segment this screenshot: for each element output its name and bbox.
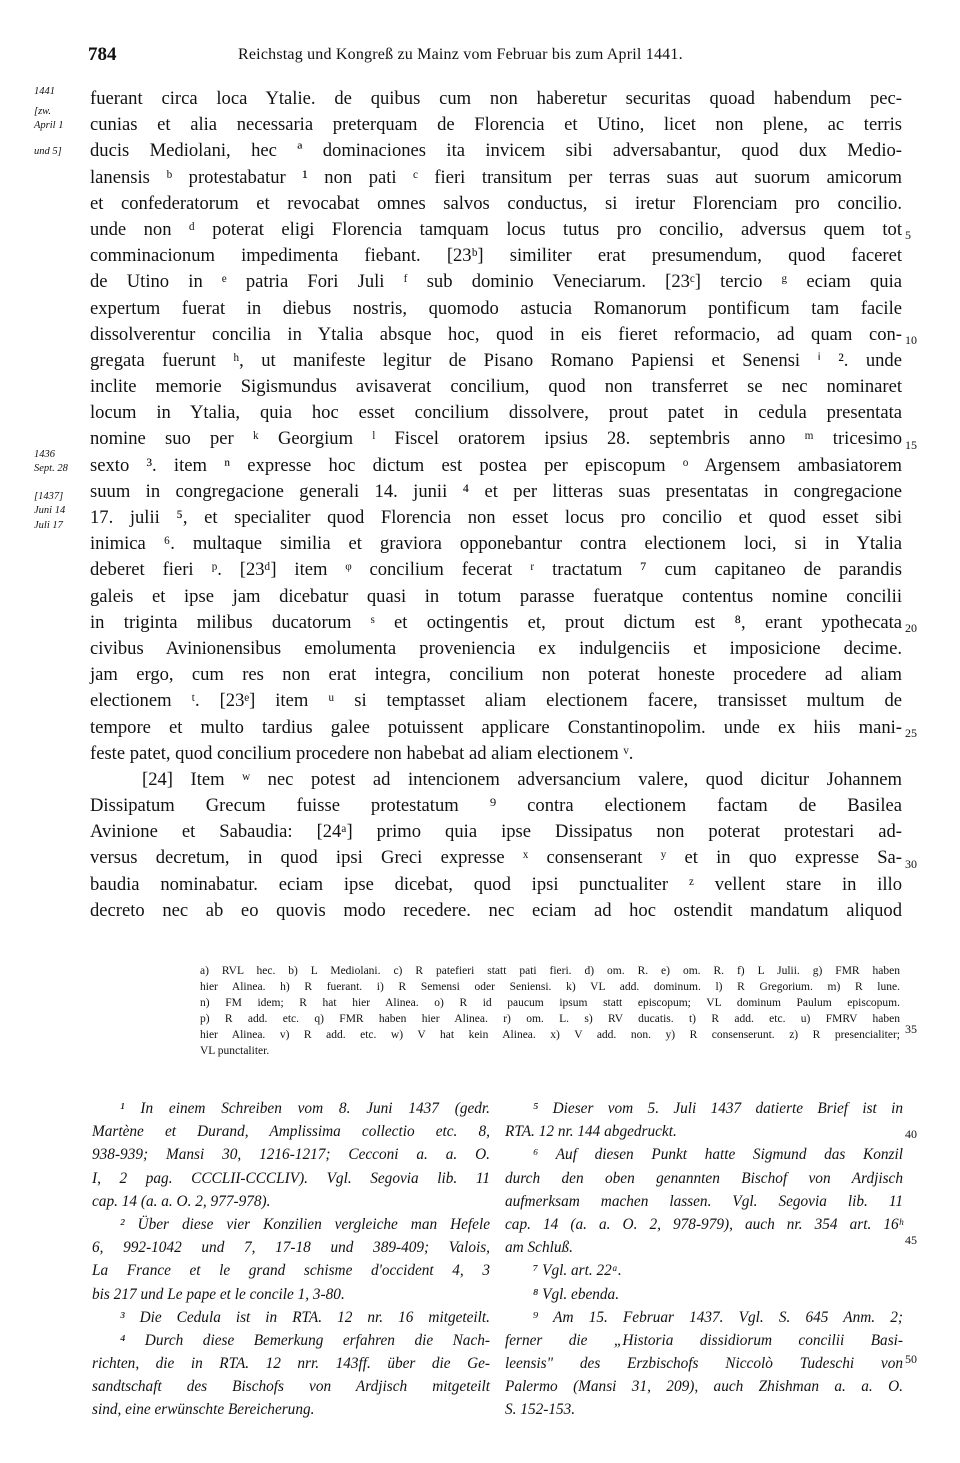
footnote-line: ⁴ Durch diese Bemerkung erfahren die Nach-: [120, 1331, 490, 1349]
text-line: 17. julii ⁵, et specialiter quod Florencia non esset locus pro concilio et quod esset sibi: [90, 507, 902, 528]
margin-date-note: Juni 14: [34, 505, 66, 516]
footnote-line: RTA. 12 nr. 144 abgedruckt.: [505, 1123, 677, 1141]
footnote-line: am Schluß.: [505, 1239, 573, 1257]
footnote-line: cap. 14 (a. a. O. 2, 978-979), auch nr. 354 art. 16ʰ: [505, 1215, 903, 1233]
footnote-line: I, 2 pag. CCCLII-CCCLIV). Vgl. Segovia lib. 11: [92, 1169, 490, 1187]
footnote-line: sind, eine erwünschte Bereicherung.: [92, 1401, 315, 1419]
footnote-line: durch den oben genannten Bischof von Ardjisch: [505, 1169, 903, 1187]
footnotes-right-column: [505, 1097, 903, 1422]
footnote-line: ² Über diese vier Konzilien vergleiche man Hefele: [120, 1215, 490, 1233]
variant-note-line: a) RVL hec. b) L Mediolani. c) R patefieri statt pati fieri. d) om. R. e) om. R. f) L Julii. g) FMR haben: [200, 965, 900, 977]
margin-date-note: Juli 17: [34, 520, 63, 531]
text-line: cunias et alia necessaria preterquam de Florencia et Utino, licet non plene, ac terris: [90, 114, 902, 136]
footnote-line: sandtschaft des Bischofs von Ardjisch mitgeteilt: [92, 1378, 490, 1396]
text-line: feste patet, quod concilium procedere non habebat ad aliam electionem ᵛ.: [90, 742, 634, 764]
line-number: 10: [905, 333, 917, 347]
text-line: versus decretum, in quod ipsi Greci expresse ˣ consenserant ʸ et in quo expresse Sa-: [90, 847, 902, 869]
text-line: lanensis ᵇ protestabatur ¹ non pati ᶜ fieri transitum per terras suas aut suorum amicorum: [90, 166, 902, 188]
footnote-line: ⁸ Vgl. ebenda.: [533, 1285, 620, 1303]
text-line: inclite memorie Sigismundus avisaverat concilium, quod non transferret se nec nominaret: [90, 376, 902, 398]
line-number: 40: [905, 1127, 917, 1141]
text-line: dissolverentur concilia in Ytalia absque hoc, quod in eis fieret reformacio, ad quam con-: [90, 323, 902, 345]
footnote-line: ⁷ Vgl. art. 22ᵃ.: [533, 1262, 622, 1280]
footnote-line: ⁹ Am 15. Februar 1437. Vgl. S. 645 Anm. 2;: [533, 1308, 903, 1326]
text-line: Dissipatum Grecum fuisse protestatum ⁹ contra electionem factam de Basilea: [90, 795, 902, 817]
margin-date-note: und 5]: [34, 146, 62, 157]
footnote-line: richten, die in RTA. 12 nrr. 143ff. über die Ge-: [92, 1355, 490, 1373]
text-line: unde non ᵈ poterat eligi Florencia tamquam locus tutus pro concilio, adversus quem tot: [90, 218, 902, 240]
text-line: sexto ³. item ⁿ expresse hoc dictum est postea per episcopum ᵒ Argensem ambasiatorem: [90, 454, 902, 476]
footnote-line: ferner die „Historia dissidiorum concilii Basi-: [505, 1331, 903, 1349]
text-line: expertum fuerat in diebus nostris, quomodo astucia Romanorum pontificum tam facile: [90, 297, 902, 319]
line-number: 35: [905, 1022, 917, 1036]
variant-note-line: hier Alinea. h) R fuerant. i) R Semensi oder Seniensi. k) VL add. dominum. l) R Gregorium. m) R lune.: [200, 981, 900, 993]
variant-note-line: hier Alinea. v) R add. etc. w) V hat kein Alinea. x) V add. non. y) R consenserunt. z) R presencialiter;: [200, 1029, 900, 1041]
main-text: [90, 86, 902, 924]
line-number: 15: [905, 438, 917, 452]
text-line: inimica ⁶. multaque similia et graviora opponebantur contra electionem loci, si in Ytalia: [90, 533, 902, 555]
footnote-line: aufmerksam machen lassen. Vgl. Segovia lib. 11: [505, 1192, 903, 1210]
text-line: et confederatorum et revocabat omnes salvos conductus, si iretur Florenciam pro concilio.: [90, 192, 902, 214]
margin-date-note: Sept. 28: [34, 463, 68, 474]
text-line: galeis et ipse jam dicebatur quasi in totum parasse fueratque contentus nomine concilii: [90, 585, 902, 607]
text-line: gregata fuerunt ʰ, ut manifeste legitur de Pisano Romano Papiensi et Senensi ⁱ ². unde: [90, 349, 902, 371]
line-number: 45: [905, 1233, 917, 1247]
text-line: electionem ᵗ. [23ᵉ] item ᵘ si temptasset aliam electionem facere, transisset multum de: [90, 690, 902, 712]
footnote-line: ³ Die Cedula ist in RTA. 12 nr. 16 mitgeteilt.: [120, 1308, 490, 1326]
line-number: 25: [905, 726, 917, 740]
footnote-line: cap. 14 (a. a. O. 2, 977-978).: [92, 1192, 271, 1210]
footnote-line: 938-939; Mansi 30, 1216-1217; Cecconi a. a. O.: [92, 1146, 490, 1164]
text-line: deberet fieri ᵖ. [23ᵈ] item ᵠ concilium fecerat ʳ tractatum ⁷ cum capitaneo de parandis: [90, 559, 902, 581]
text-line: in triginta milibus ducatorum ˢ et octingentis et, prout dictum est ⁸, erant ypothecata: [90, 611, 902, 633]
margin-date-note: 1436: [34, 449, 55, 460]
variant-note-line: VL punctaliter.: [200, 1045, 270, 1057]
text-line: nomine suo per ᵏ Georgium ˡ Fiscel oratorem ipsius 28. septembris anno ᵐ tricesimo: [90, 428, 902, 450]
footnote-line: S. 152-153.: [505, 1401, 576, 1419]
line-number: 20: [905, 621, 917, 635]
text-line: locum in Ytalia, quia hoc esset concilium dissolvere, prout patet in cedula presentata: [90, 402, 902, 424]
line-number: 30: [905, 857, 917, 871]
margin-date-note: [1437]: [34, 491, 64, 502]
footnote-line: La France et le grand schisme d'occident 4, 3: [92, 1262, 490, 1280]
text-line: decreto nec ab eo quovis modo recedere. nec eciam ad hoc ostendit mandatum aliquod: [90, 899, 902, 921]
text-line: fuerant circa loca Ytalie. de quibus cum non haberetur securitas quoad habendum pec-: [90, 88, 902, 109]
variant-notes: [200, 963, 900, 1059]
footnote-line: Palermo (Mansi 31, 209), auch Zhishman a. a. O.: [505, 1378, 903, 1396]
footnote-line: leensis" des Erzbischofs Niccolò Tudeschi von: [505, 1355, 903, 1373]
footnote-line: bis 217 und Le pape et le concile 1, 3-80.: [92, 1285, 345, 1303]
line-number: 50: [905, 1352, 917, 1366]
margin-date-note: 1441: [34, 86, 55, 97]
margin-date-note: April 1: [34, 120, 64, 131]
footnote-line: Martène et Durand, Amplissima collectio etc. 8,: [92, 1123, 490, 1141]
variant-note-line: n) FM idem; R hat hier Alinea. o) R id paucum ipsum statt episcopum; VL dominum Paulum episcopum.: [200, 997, 900, 1009]
page-number: 784: [88, 44, 117, 65]
text-line: suum in congregacione generali 14. junii ⁴ et per litteras suas presentatas in congregacione: [90, 480, 902, 502]
footnote-line: 6, 992-1042 und 7, 17-18 und 389-409; Valois,: [92, 1239, 490, 1257]
page-header: [88, 44, 908, 70]
text-line: civibus Avinionensibus emolumenta proveniencia ex indulgenciis et imposicione decime.: [90, 637, 902, 659]
text-line: Avinione et Sabaudia: [24ᵃ] primo quia ipse Dissipatus non poterat protestari ad-: [90, 821, 902, 843]
text-line: comminacionum impedimenta fiebant. [23ᵇ] similiter erat presumendum, quod faceret: [90, 245, 902, 267]
variant-note-line: p) R add. etc. q) FMR haben hier Alinea. r) om. L. s) RV ducatis. t) R add. etc. u) FMRV haben: [200, 1013, 900, 1025]
margin-date-note: [zw.: [34, 106, 52, 117]
text-line: tempore et multo tardius galee potuissent applicare Constantinopolim. unde ex hiis mani-: [90, 716, 902, 738]
line-number: 5: [905, 228, 911, 242]
footnote-line: ⁶ Auf diesen Punkt hatte Sigmund das Konzil: [533, 1146, 903, 1164]
text-line: jam ergo, cum res non erat integra, concilium non poterat honeste procedere ad aliam: [90, 664, 902, 686]
text-line: de Utino in ᵉ patria Fori Juli ᶠ sub dominio Veneciarum. [23ᶜ] tercio ᵍ eciam quia: [90, 271, 902, 293]
text-line: [24] Item ʷ nec potest ad intencionem adversancium valere, quod dicitur Johannem: [142, 768, 902, 790]
footnotes-left-column: [92, 1097, 490, 1422]
footnote-line: ¹ In einem Schreiben vom 8. Juni 1437 (gedr.: [120, 1100, 490, 1117]
footnote-line: ⁵ Dieser vom 5. Juli 1437 datierte Brief ist in: [533, 1100, 903, 1117]
running-title: Reichstag und Kongreß zu Mainz vom Februar bis zum April 1441.: [238, 46, 683, 63]
text-line: ducis Mediolani, hec ª dominaciones ita invicem sibi adversabantur, quod dux Medio-: [90, 140, 902, 162]
text-line: baudia nominabatur. eciam ipse dicebat, quod ipsi punctualiter ᶻ vellent stare in illo: [90, 873, 902, 895]
